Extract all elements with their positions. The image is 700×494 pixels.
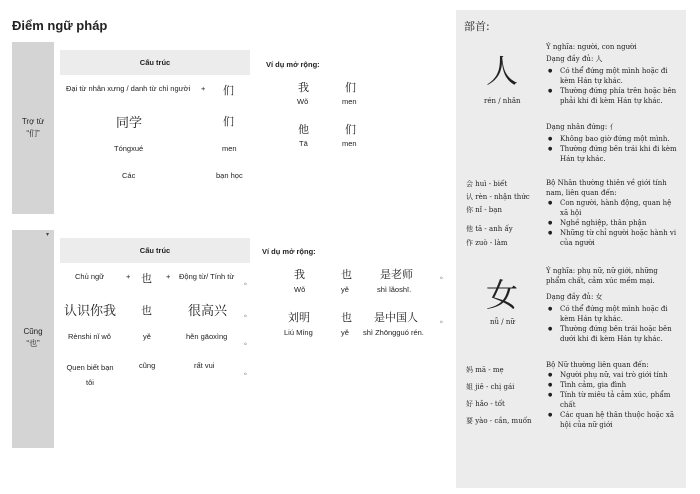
list-item: ● Không bao giờ đứng một mình. xyxy=(548,134,680,144)
nv-group-intro: Bộ Nữ thường liên quan đến: xyxy=(546,361,649,369)
page-title: Điểm ngữ pháp xyxy=(12,18,108,33)
list-item: ● Thường đứng bên trái khi đi kèm Hán tự khác. xyxy=(548,144,680,164)
example-meaning-c: rất vui xyxy=(194,361,215,370)
nv-group-bullets xyxy=(548,370,680,430)
ex1-pinyin-b: men xyxy=(342,97,357,106)
sentence-end: 。 xyxy=(244,309,252,318)
example-word: 同学 xyxy=(116,116,143,131)
nv-word-list xyxy=(466,362,532,430)
sentence-end: 。 xyxy=(244,337,252,346)
ren-side-form: Dạng nhân đứng: 亻 xyxy=(546,123,617,131)
list-item: 认 rèn - nhận thức xyxy=(466,193,530,201)
ex1-pinyin-a: Wǒ xyxy=(294,285,306,294)
example-meaning-2: bạn học xyxy=(216,171,243,180)
list-item: ● Có thể đứng một mình hoặc đi kèm Hán tự khác. xyxy=(548,304,680,324)
structure-subject: Đại từ nhân xưng / danh từ chỉ người xyxy=(66,84,191,93)
section-label-line1: Cũng xyxy=(23,327,43,336)
ex2-pinyin-b: yě xyxy=(341,328,349,337)
radical-ren-label: rén / nhân xyxy=(484,97,521,105)
structure-plus: + xyxy=(126,272,131,281)
ren-word-list xyxy=(466,178,530,250)
ex1-char-a: 我 xyxy=(298,81,309,94)
sentence-end: 。 xyxy=(244,277,252,286)
list-item: ● Thường đứng phía trên hoặc bên phải khi đi kèm Hán tự khác. xyxy=(548,86,680,106)
list-item: ● Tình cảm, gia đình xyxy=(548,380,680,390)
radical-nv-char: 女 xyxy=(486,276,519,314)
ex1-char-b: 们 xyxy=(345,81,356,94)
structure-subject: Chủ ngữ xyxy=(75,272,105,281)
examples-label: Ví dụ mở rộng: xyxy=(266,60,320,69)
ex1-pinyin-c: shì lǎoshī. xyxy=(377,285,412,294)
ex2-pinyin-b: men xyxy=(342,139,357,148)
ren-side-bullets xyxy=(548,134,680,164)
structure-plus: + xyxy=(166,272,171,281)
sentence-end: 。 xyxy=(440,271,448,280)
structure-plus: + xyxy=(201,84,206,93)
ren-full-form: Dạng đầy đủ: 人 xyxy=(546,55,603,63)
section-label-line2: “也” xyxy=(26,339,40,348)
ex2-pinyin-a: Tā xyxy=(299,139,308,148)
list-item: ● Người phụ nữ, vai trò giới tính xyxy=(548,370,680,380)
list-item: 妈 mā - mẹ xyxy=(466,366,504,374)
structure-suffix: 们 xyxy=(223,84,234,97)
section-particle-men-label-bar xyxy=(12,42,54,214)
list-item: 你 nǐ - bạn xyxy=(466,206,502,214)
example-pinyin-a: Rènshi nǐ wǒ xyxy=(68,332,111,341)
nv-full-form: Dạng đầy đủ: 女 xyxy=(546,293,603,301)
ren-group-bullets xyxy=(548,198,680,248)
example-meaning-a: Quen biết bạn tôi xyxy=(66,363,114,387)
ren-full-bullets xyxy=(548,66,680,106)
section-label-line2: “们” xyxy=(26,129,40,138)
example-pinyin-b: yě xyxy=(143,332,151,341)
example-pinyin: Tóngxué xyxy=(114,144,144,153)
structure-header: Cấu trúc xyxy=(60,238,250,263)
radicals-panel xyxy=(456,10,686,488)
sentence-end: 。 xyxy=(244,367,252,376)
ex2-char-b: 也 xyxy=(341,311,352,324)
structure-ye: 也 xyxy=(141,272,152,285)
list-item: ● Những từ chỉ người hoặc hành vi của người xyxy=(548,228,680,248)
ex2-char-a: 他 xyxy=(298,123,309,136)
ex1-char-c: 是老师 xyxy=(380,268,413,281)
nv-full-bullets xyxy=(548,304,680,344)
list-item: ● Các quan hệ thân thuộc hoặc xã hội của nữ giới xyxy=(548,410,680,430)
list-item: ● Con người, hành động, quan hệ xã hội xyxy=(548,198,680,218)
structure-header: Cấu trúc xyxy=(60,50,250,75)
ex1-pinyin-b: yě xyxy=(341,285,349,294)
list-item: 他 tā - anh ấy xyxy=(466,225,513,233)
list-item: 好 hǎo - tốt xyxy=(466,400,505,408)
example-phrase-c: 很高兴 xyxy=(188,304,228,319)
section-label-line1: Trợ từ xyxy=(21,117,45,126)
radicals-heading: 部首: xyxy=(464,20,490,33)
ex2-char-c: 是中国人 xyxy=(374,311,418,324)
list-item: ● Nghề nghiệp, thân phận xyxy=(548,218,680,228)
nv-meaning: Ý nghĩa: phụ nữ, nữ giới, những phẩm chất, cảm xúc mềm mại. xyxy=(546,267,658,285)
ren-meaning: Ý nghĩa: người, con người xyxy=(546,43,637,51)
collapse-chevron-icon[interactable]: ▾ xyxy=(46,231,50,238)
ex2-pinyin-a: Liú Míng xyxy=(284,328,313,337)
example-suffix: 们 xyxy=(223,115,234,128)
list-item: ● Tính từ miêu tả cảm xúc, phẩm chất xyxy=(548,390,680,410)
example-meaning-b: cũng xyxy=(139,361,156,370)
example-phrase-b: 也 xyxy=(141,304,152,317)
sentence-end: 。 xyxy=(440,315,448,324)
ex2-char-a: 刘明 xyxy=(288,311,310,324)
list-item: 姐 jiě - chị gái xyxy=(466,383,515,391)
ex1-char-b: 也 xyxy=(341,268,352,281)
ex2-char-b: 们 xyxy=(345,123,356,136)
radical-nv-label: nǚ / nữ xyxy=(490,318,515,326)
example-meaning: Các xyxy=(122,171,136,180)
ex1-char-a: 我 xyxy=(294,268,305,281)
list-item: 要 yào - cần, muốn xyxy=(466,417,532,425)
list-item: ● Có thể đứng một mình hoặc đi kèm Hán tự khác. xyxy=(548,66,680,86)
ex2-pinyin-c: shì Zhōngguó rén. xyxy=(363,328,424,337)
radical-ren-char: 人 xyxy=(486,52,519,90)
example-suffix-pinyin: men xyxy=(222,144,237,153)
ex1-pinyin-a: Wǒ xyxy=(297,97,309,106)
list-item: ● Thường đứng bên trái hoặc bên dưới khi đi kèm Hán tự khác. xyxy=(548,324,680,344)
example-phrase-a: 认识你我 xyxy=(64,304,117,319)
list-item: 会 huì - biết xyxy=(466,180,508,188)
structure-verb-adj: Động từ/ Tính từ xyxy=(179,272,235,281)
example-pinyin-c: hěn gāoxìng xyxy=(186,332,228,341)
section-also-ye-label-bar xyxy=(12,230,54,448)
ren-group-intro: Bộ Nhân thường thiên về giới tính nam, liên quan đến: xyxy=(546,179,667,197)
list-item: 作 zuò - làm xyxy=(466,239,508,247)
examples-label: Ví dụ mở rộng: xyxy=(262,247,316,256)
